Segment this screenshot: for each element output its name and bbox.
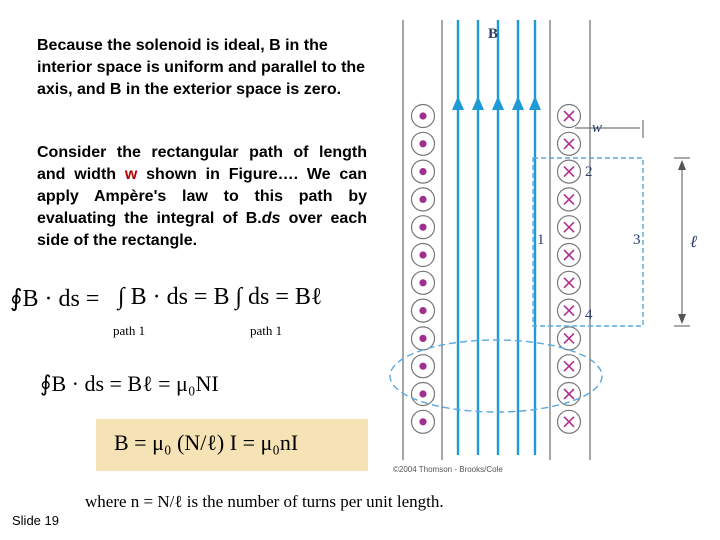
dot-icon	[419, 196, 426, 203]
path-2-label: 2	[585, 164, 593, 180]
field-arrow	[452, 96, 464, 110]
dot-icon	[419, 112, 426, 119]
field-arrow	[472, 96, 484, 110]
dot-icon	[419, 279, 426, 286]
equation-3: B = μ₀ (N/ℓ) I = μ₀nI	[114, 430, 299, 455]
label-B: B	[488, 26, 499, 42]
equation-2: ∮B · ds = Bℓ = μ₀NI	[40, 371, 219, 396]
eq1-sub-path1-b: path 1	[250, 323, 283, 338]
field-arrow	[512, 96, 524, 110]
eq1-rhs: ∫ B · ds = B ∫ ds = Bℓ	[118, 284, 323, 310]
label-l: ℓ	[690, 232, 698, 251]
dot-icon	[419, 363, 426, 370]
dot-icon	[419, 335, 426, 342]
path-4-label: 4	[585, 307, 593, 323]
dot-icon	[419, 390, 426, 397]
length-arrow-top	[678, 160, 686, 170]
path-1-label: 1	[537, 232, 545, 248]
eq1-sub-path1-a: path 1	[113, 323, 146, 338]
turns-note: where n = N/ℓ is the number of turns per unit length.	[85, 492, 444, 511]
label-w: w	[592, 120, 603, 136]
consider-part-2: shown in Figure…. We can apply Ampère's law to this path by evaluating the integral of B.	[37, 166, 367, 227]
consider-part-3: over each side of the rectangle.	[37, 210, 367, 249]
intro-text: Because the solenoid is ideal, B in the interior space is uniform and parallel to the axis, and B in the exterior space is zero.	[37, 37, 366, 98]
windings	[412, 105, 581, 434]
eq1-lhs: ∮B · ds =	[10, 286, 100, 312]
dot-icon	[419, 251, 426, 258]
length-arrow-bottom	[678, 314, 686, 324]
path-3-label: 3	[633, 232, 641, 248]
ds-symbol: ds	[261, 210, 281, 227]
width-symbol: w	[124, 166, 138, 183]
copyright-credit: ©2004 Thomson - Brooks/Cole	[393, 465, 503, 474]
dot-icon	[419, 168, 426, 175]
dot-icon	[419, 224, 426, 231]
field-arrow	[492, 96, 504, 110]
field-arrow	[529, 96, 541, 110]
dot-icon	[419, 140, 426, 147]
dot-icon	[419, 307, 426, 314]
dot-icon	[419, 418, 426, 425]
slide-number: Slide 19	[12, 513, 59, 528]
consider-part-1: Consider the rectangular path of length and width	[37, 144, 367, 183]
